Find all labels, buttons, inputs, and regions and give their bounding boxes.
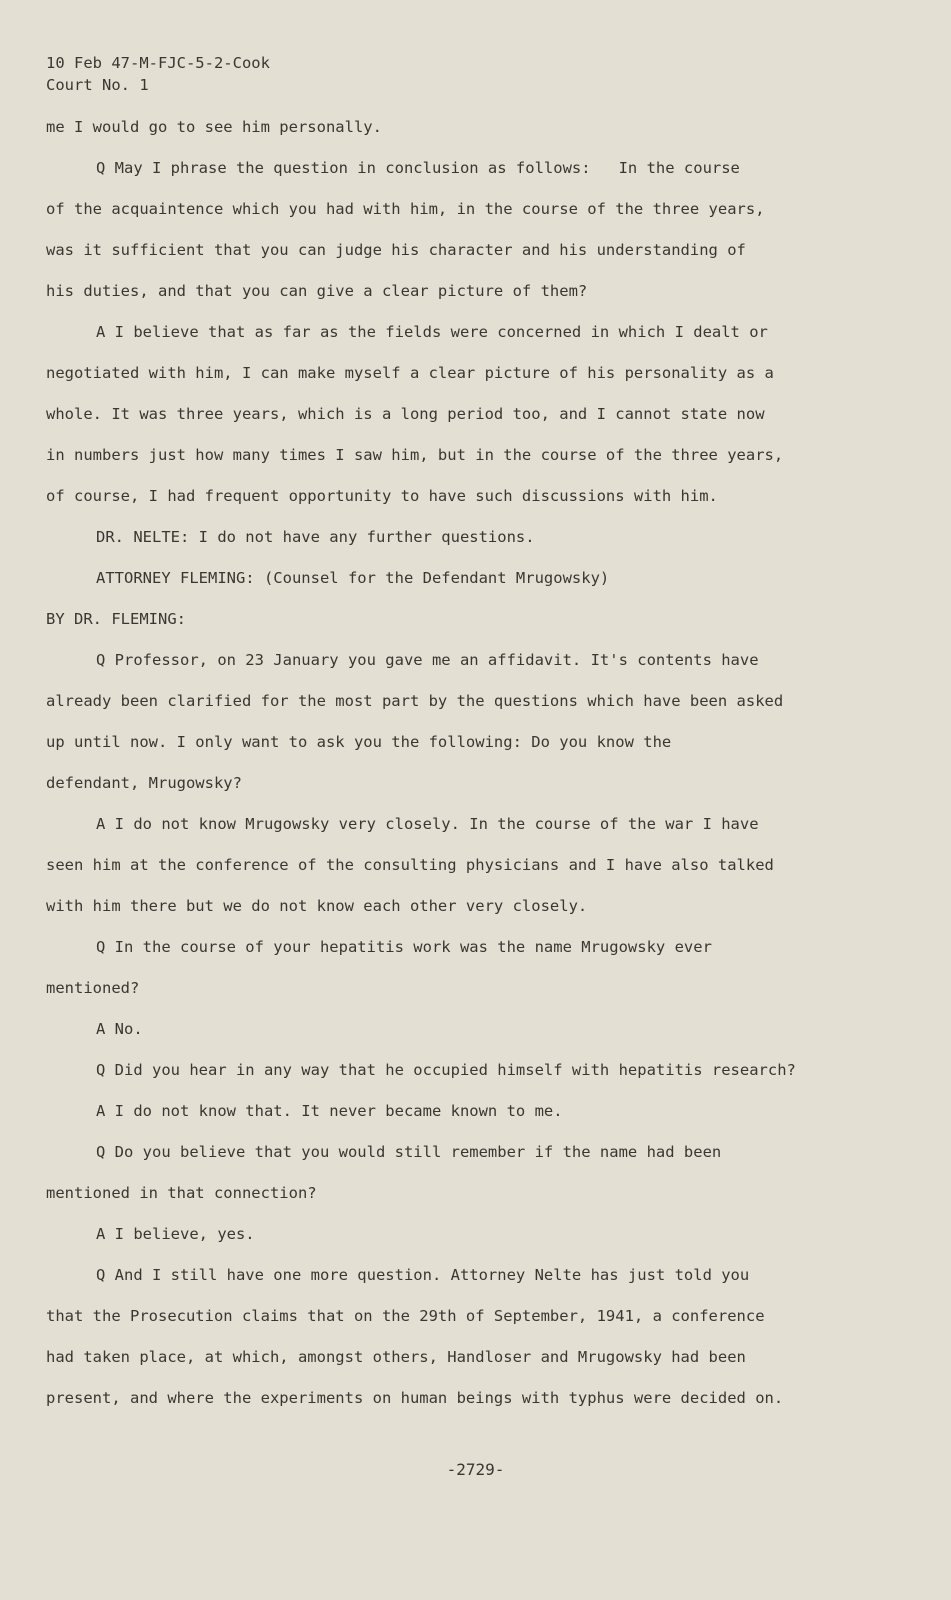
text-line: A No. — [96, 1020, 143, 1038]
text-line: A I do not know that. It never became known to me. — [96, 1102, 563, 1120]
text-line: with him there but we do not know each other very closely. — [46, 897, 588, 915]
page-number: -2729- — [446, 1460, 505, 1479]
text-line: of the acquaintence which you had with him, in the course of the three years, — [46, 200, 765, 218]
text-line: defendant, Mrugowsky? — [46, 774, 242, 792]
text-line: seen him at the conference of the consulting physicians and I have also talked — [46, 856, 774, 874]
text-line: of course, I had frequent opportunity to have such discussions with him. — [46, 487, 718, 505]
header-court: Court No. 1 — [46, 76, 149, 94]
text-line: BY DR. FLEMING: — [46, 610, 186, 628]
text-line: in numbers just how many times I saw him, but in the course of the three years, — [46, 446, 784, 464]
text-line: Q Did you hear in any way that he occupied himself with hepatitis research? — [96, 1061, 796, 1079]
text-line: present, and where the experiments on human beings with typhus were decided on. — [46, 1389, 784, 1407]
text-line: his duties, and that you can give a clear picture of them? — [46, 282, 588, 300]
text-line: A I do not know Mrugowsky very closely. In the course of the war I have — [96, 815, 759, 833]
text-line: Q And I still have one more question. Attorney Nelte has just told you — [96, 1266, 750, 1284]
text-line: ATTORNEY FLEMING: (Counsel for the Defendant Mrugowsky) — [96, 569, 610, 587]
text-line: had taken place, at which, amongst others, Handloser and Mrugowsky had been — [46, 1348, 746, 1366]
text-line: Q Do you believe that you would still remember if the name had been — [96, 1143, 722, 1161]
text-line: was it sufficient that you can judge his character and his understanding of — [46, 241, 746, 259]
text-line: DR. NELTE: I do not have any further questions. — [96, 528, 535, 546]
document-header — [46, 52, 270, 96]
text-line: Q In the course of your hepatitis work was the name Mrugowsky ever — [96, 938, 712, 956]
text-line: already been clarified for the most part by the questions which have been asked — [46, 692, 784, 710]
text-line: negotiated with him, I can make myself a clear picture of his personality as a — [46, 364, 774, 382]
text-line: Q May I phrase the question in conclusion as follows: In the course — [96, 159, 740, 177]
text-line: that the Prosecution claims that on the 29th of September, 1941, a conference — [46, 1307, 765, 1325]
text-line: Q Professor, on 23 January you gave me an affidavit. It's contents have — [96, 651, 759, 669]
text-line: mentioned in that connection? — [46, 1184, 317, 1202]
transcript-body — [46, 112, 926, 1424]
text-line: mentioned? — [46, 979, 140, 997]
text-line: me I would go to see him personally. — [46, 118, 382, 136]
text-line: A I believe, yes. — [96, 1225, 255, 1243]
text-line: whole. It was three years, which is a long period too, and I cannot state now — [46, 405, 765, 423]
text-line: up until now. I only want to ask you the following: Do you know the — [46, 733, 672, 751]
header-reference: 10 Feb 47-M-FJC-5-2-Cook — [46, 54, 270, 72]
text-line: A I believe that as far as the fields were concerned in which I dealt or — [96, 323, 768, 341]
